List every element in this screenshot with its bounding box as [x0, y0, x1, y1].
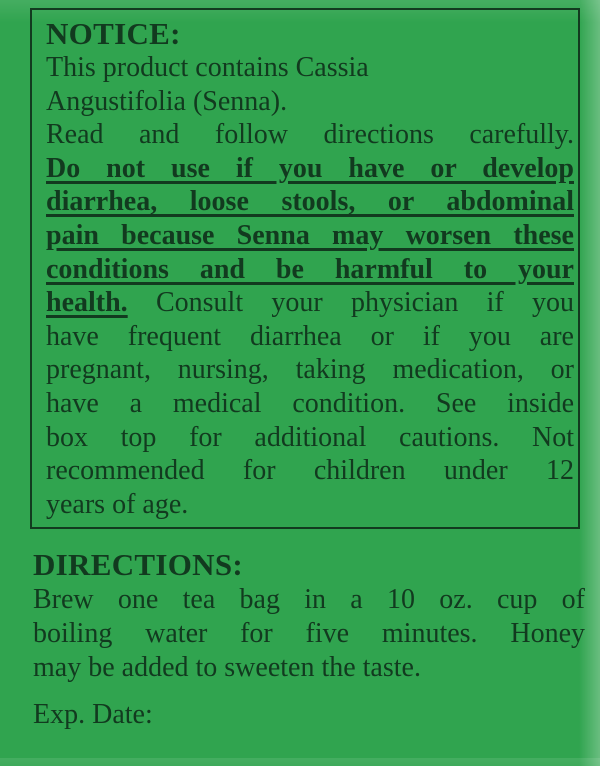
warning-emphasis-text: conditions and be harmful to your [46, 253, 574, 285]
body-text: years of age. [46, 488, 189, 520]
directions-heading: DIRECTIONS: [33, 547, 244, 583]
text-line [33, 617, 585, 651]
text-line [46, 185, 574, 219]
body-text: Consult your physician if you [127, 287, 574, 319]
warning-emphasis-text: pain because Senna may worsen these [46, 219, 574, 251]
warning-emphasis-text: health. [46, 287, 128, 319]
text-line [46, 454, 574, 488]
notice-heading: NOTICE: [46, 16, 181, 51]
directions-body [33, 583, 585, 684]
text-line [46, 320, 574, 354]
text-line [46, 387, 574, 421]
text-line [33, 651, 585, 685]
body-text: pregnant, nursing, taking medication, or [46, 354, 574, 386]
text-line [46, 152, 574, 186]
body-text: have a medical condition. See inside [46, 387, 574, 419]
body-text: may be added to sweeten the taste. [33, 651, 421, 683]
notice-box [30, 8, 580, 529]
body-text: have frequent diarrhea or if you are [46, 320, 574, 352]
body-text: recommended for children under 12 [46, 455, 574, 487]
text-line [46, 488, 574, 522]
tea-box-label [0, 8, 600, 766]
text-line [46, 286, 574, 320]
notice-body [46, 51, 574, 521]
warning-emphasis-text: diarrhea, loose stools, or abdominal [46, 186, 574, 218]
text-line [46, 118, 574, 152]
body-text: This product contains Cassia [46, 52, 369, 83]
text-line [46, 253, 574, 287]
body-text: box top for additional cautions. Not [46, 421, 574, 453]
directions-section [33, 547, 585, 684]
text-line [46, 219, 574, 253]
body-text: boiling water for five minutes. Honey [33, 617, 585, 649]
text-line [46, 51, 574, 85]
warning-emphasis-text: Do not use if you have or develop [46, 152, 574, 184]
body-text: Read and follow directions carefully. [46, 119, 574, 151]
exp-date-label: Exp. Date: [33, 699, 153, 731]
text-line [46, 353, 574, 387]
body-text: Brew one tea bag in a 10 oz. cup of [33, 584, 585, 616]
text-line [46, 421, 574, 455]
text-line [46, 85, 574, 119]
text-line [33, 583, 585, 617]
body-text: Angustifolia (Senna). [46, 85, 288, 117]
